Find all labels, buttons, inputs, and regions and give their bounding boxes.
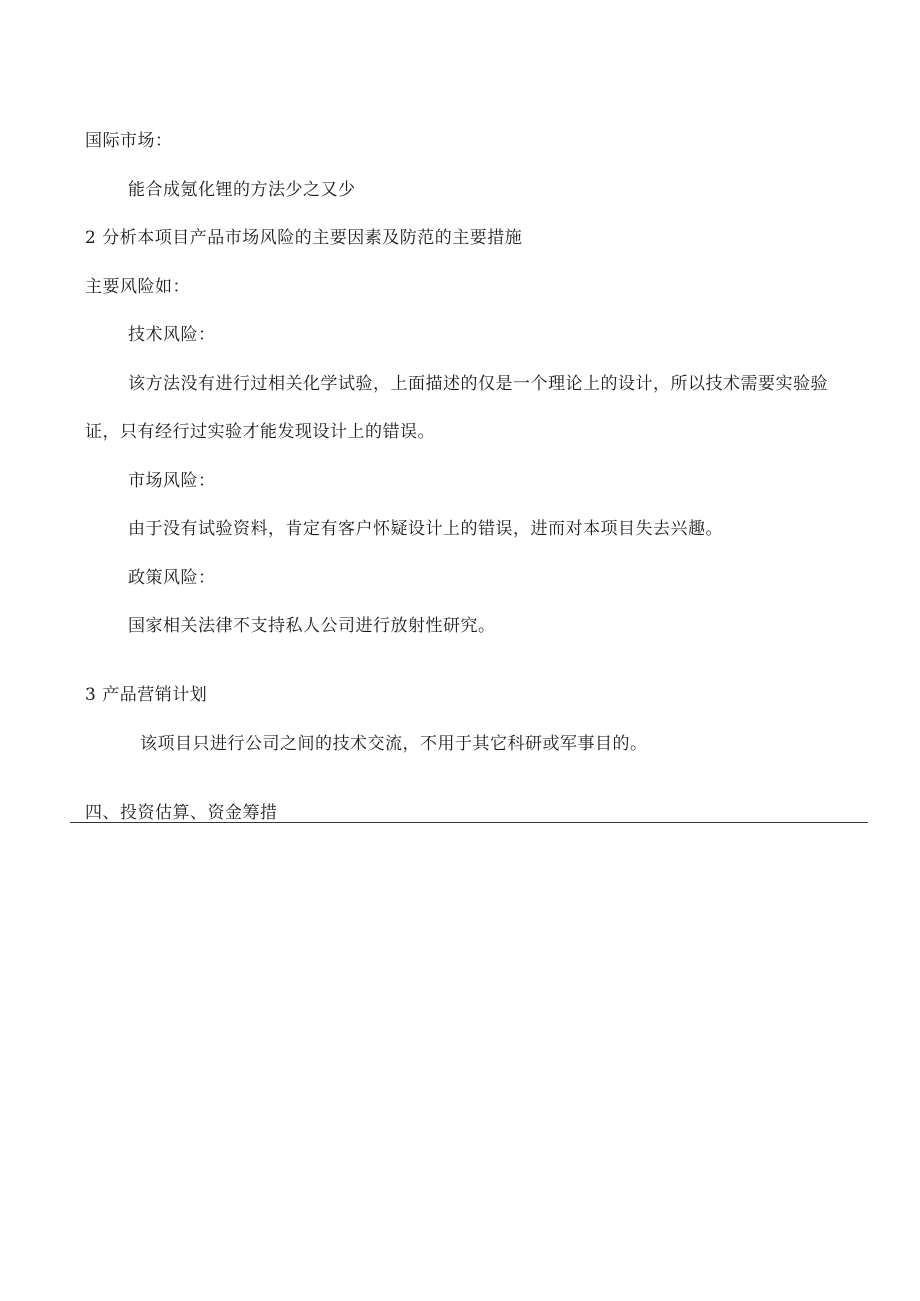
intl-market-text: 能合成氪化锂的方法少之又少	[128, 180, 356, 200]
tech-risk-text-line1: 该方法没有进行过相关化学试验，上面描述的仅是一个理论上的设计，所以技术需要实验验	[128, 374, 828, 394]
policy-risk-label: 政策风险：	[128, 568, 216, 588]
section3-heading: 3 产品营销计划	[85, 685, 208, 705]
main-risks-label: 主要风险如：	[85, 277, 190, 297]
tech-risk-text-line2: 证，只有经行过实验才能发现设计上的错误。	[85, 422, 435, 442]
policy-risk-text: 国家相关法律不支持私人公司进行放射性研究。	[128, 616, 496, 636]
section-divider	[70, 822, 868, 823]
section3-text: 该项目只进行公司之间的技术交流，不用于其它科研或军事目的。	[140, 734, 648, 754]
section2-heading: 2 分析本项目产品市场风险的主要因素及防范的主要措施	[85, 228, 523, 248]
market-risk-text: 由于没有试验资料，肯定有客户怀疑设计上的错误，进而对本项目失去兴趣。	[128, 519, 723, 539]
tech-risk-label: 技术风险：	[128, 325, 216, 345]
intl-market-label: 国际市场：	[85, 131, 173, 151]
market-risk-label: 市场风险：	[128, 471, 216, 491]
section4-heading: 四、投资估算、资金筹措	[85, 803, 278, 823]
